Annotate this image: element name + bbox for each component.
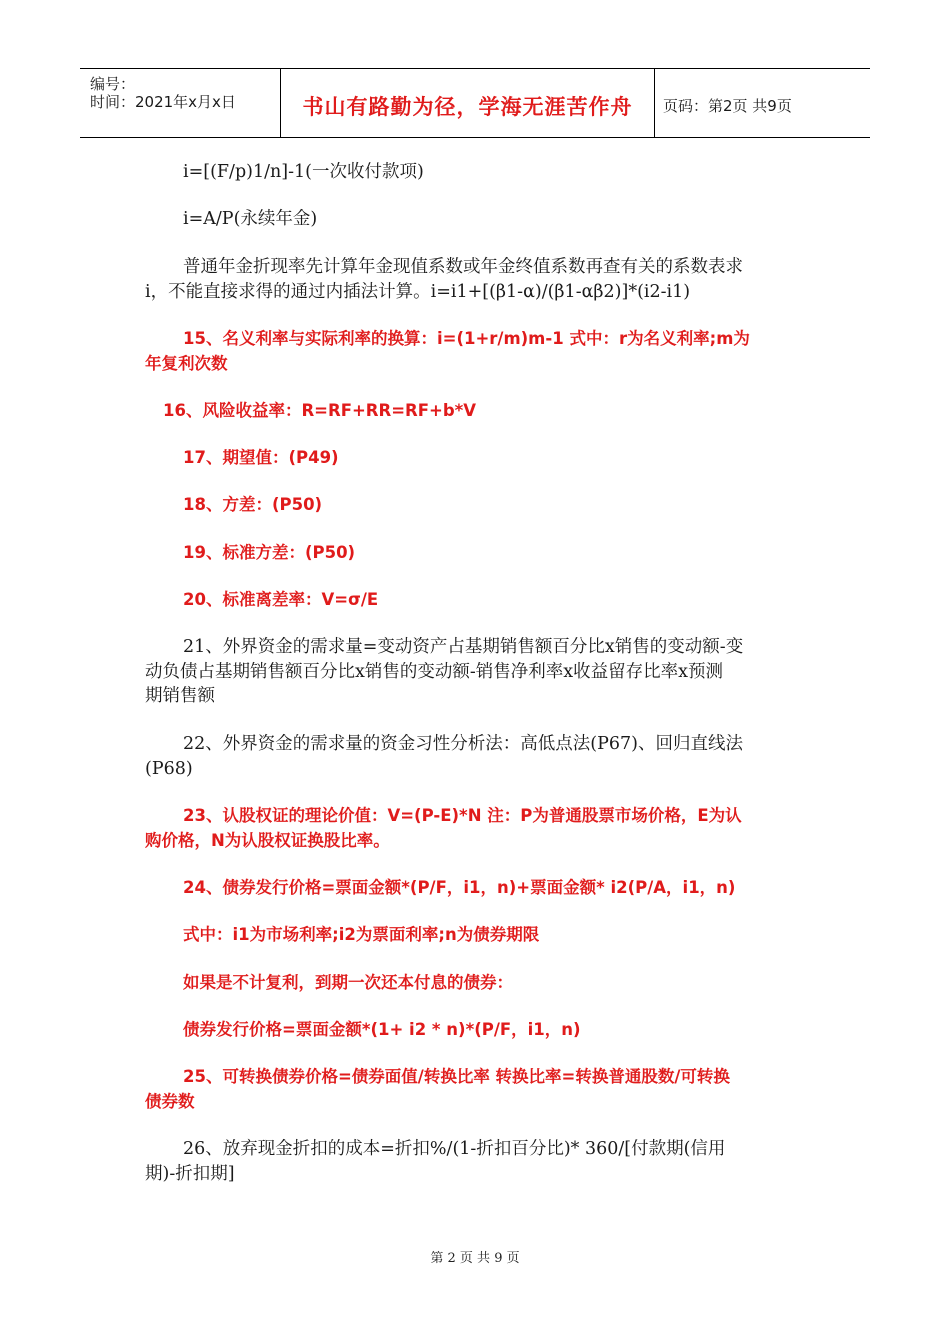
header-page-info: 页码：第2页 共9页 — [663, 97, 792, 115]
item-20: 20、标准离差率：V=σ/E — [183, 590, 379, 609]
page-header — [80, 68, 870, 138]
header-motto: 书山有路勤为径，学海无涯苦作舟 — [302, 95, 633, 119]
item-15-line-2: 年复利次数 — [145, 354, 228, 373]
annuity-rate-line-2: i，不能直接求得的通过内插法计算。i=i1+[(β1-α)/(β1-αβ2)]*(i2-i1) — [145, 282, 691, 302]
item-24-definitions: 式中：i1为市场利率;i2为票面利率;n为债券期限 — [183, 925, 540, 944]
item-22-line-2: (P68) — [145, 759, 193, 779]
header-page-cell — [655, 69, 870, 137]
header-meta-cell — [80, 69, 281, 137]
item-21-line-1: 21、外界资金的需求量=变动资产占基期销售额百分比x销售的变动额-变 — [183, 637, 744, 657]
item-17: 17、期望值：(P49) — [183, 448, 339, 467]
item-19: 19、标准方差：(P50) — [183, 543, 356, 562]
item-26-line-1: 26、放弃现金折扣的成本=折扣%/(1-折扣百分比)* 360/[付款期(信用 — [183, 1139, 726, 1159]
item-24-formula: 24、债券发行价格=票面金额*(P/F，i1，n)+票面金额* i2(P/A，i1，n) — [183, 878, 736, 897]
item-21-line-3: 期销售额 — [145, 686, 215, 706]
item-25-line-1: 25、可转换债券价格=债券面值/转换比率 转换比率=转换普通股数/可转换 — [183, 1067, 730, 1086]
item-26-line-2: 期)-折扣期] — [145, 1164, 235, 1184]
item-24-simple-interest-note: 如果是不计复利，到期一次还本付息的债券： — [183, 973, 513, 992]
item-22-line-1: 22、外界资金的需求量的资金习性分析法：高低点法(P67)、回归直线法 — [183, 734, 743, 754]
item-21-line-2: 动负债占基期销售额百分比x销售的变动额-销售净利率x收益留存比率x预测 — [145, 662, 724, 682]
item-23-line-2: 购价格，N为认股权证换股比率。 — [145, 831, 390, 850]
item-16: 16、风险收益率：R=RF+RR=RF+b*V — [163, 401, 477, 420]
number-label: 编号： — [90, 75, 136, 93]
time-label: 时间：2021年x月x日 — [90, 93, 236, 111]
header-motto-cell — [281, 69, 655, 137]
page-footer: 第 2 页 共 9 页 — [430, 1251, 520, 1266]
formula-perpetuity: i=A/P(永续年金) — [183, 209, 318, 229]
item-15-line-1: 15、名义利率与实际利率的换算：i=(1+r/m)m-1 式中：r为名义利率;m为 — [183, 329, 750, 348]
annuity-rate-line-1: 普通年金折现率先计算年金现值系数或年金终值系数再查有关的系数表求 — [183, 257, 743, 277]
item-25-line-2: 债券数 — [145, 1092, 195, 1111]
item-24-simple-interest-formula: 债券发行价格=票面金额*(1+ i2 * n)*(P/F，i1，n) — [183, 1020, 581, 1039]
item-23-line-1: 23、认股权证的理论价值：V=(P-E)*N 注：P为普通股票市场价格，E为认 — [183, 806, 742, 825]
formula-once-payment: i=[(F/p)1/n]-1(一次收付款项) — [183, 162, 424, 182]
item-18: 18、方差：(P50) — [183, 495, 323, 514]
